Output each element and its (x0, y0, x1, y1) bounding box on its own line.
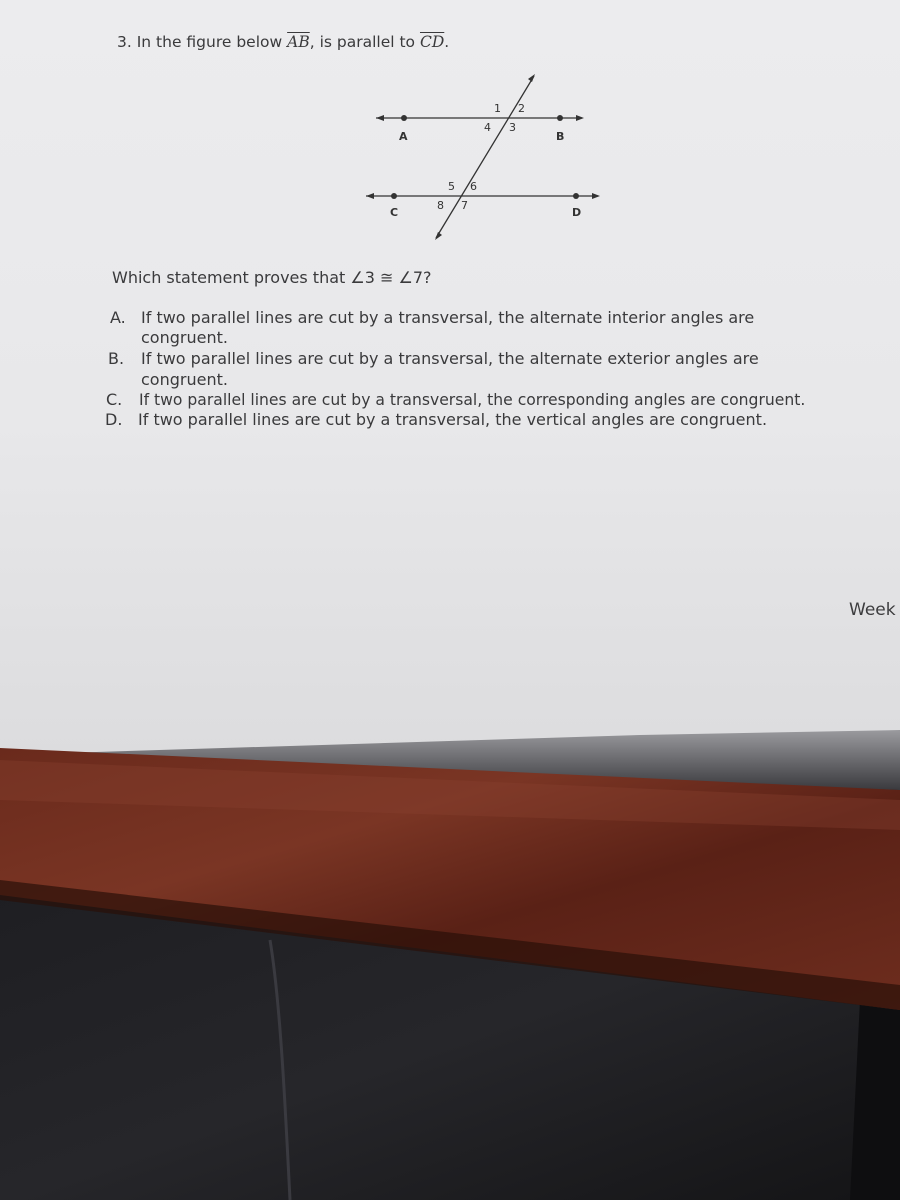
option-b-line2: congruent. (141, 370, 228, 389)
option-c-letter: C. (106, 390, 123, 409)
angle-3: 3 (509, 121, 516, 134)
angle-5: 5 (448, 180, 455, 193)
dark-fabric (0, 880, 900, 1200)
question-intro: In the figure below (136, 33, 283, 51)
arrow-ab-left (376, 115, 384, 121)
label-c: C (390, 206, 399, 219)
angle-4: 4 (484, 121, 491, 134)
arrow-transversal-bottom (435, 232, 442, 240)
point-c (391, 193, 397, 199)
wood-sheen (0, 760, 900, 830)
option-a-line1: If two parallel lines are cut by a transversal, the alternate interior angles are (141, 308, 755, 327)
label-d: D (572, 206, 582, 219)
wood-desktop (0, 748, 900, 1010)
arrow-cd-left (366, 193, 374, 199)
point-d (573, 193, 579, 199)
angle-8: 8 (437, 199, 444, 212)
point-b (557, 115, 563, 121)
arrow-transversal-top (528, 74, 535, 82)
arrow-cd-right (592, 193, 600, 199)
desk-edge-shadow (0, 880, 900, 1010)
question-mid: , is parallel to (309, 33, 416, 51)
fabric-seam (270, 940, 290, 1200)
question-number: 3. (117, 33, 132, 51)
arrow-ab-right (576, 115, 584, 121)
point-a (401, 115, 407, 121)
option-c-line1: If two parallel lines are cut by a transversal, the corresponding angles are congruent. (139, 391, 806, 409)
segment-ab: $\overline{AB}$ (287, 33, 310, 51)
option-a-letter: A. (110, 308, 126, 327)
option-b-letter: B. (108, 349, 125, 368)
question-period: . (444, 33, 450, 51)
edge-text: Week (849, 600, 896, 620)
transversal-line (436, 76, 534, 238)
parallel-lines-figure (360, 70, 620, 250)
option-b-line1: If two parallel lines are cut by a transversal, the alternate exterior angles are (141, 349, 759, 368)
question-header (117, 32, 449, 52)
option-d-line1: If two parallel lines are cut by a transversal, the vertical angles are congruent. (138, 410, 768, 429)
option-a-line2: congruent. (141, 328, 228, 347)
angle-2: 2 (518, 102, 525, 115)
label-b: B (556, 130, 565, 143)
option-d-letter: D. (105, 410, 123, 429)
fabric-shadow (850, 1000, 900, 1200)
segment-cd: $\overline{CD}$ (419, 33, 445, 51)
label-a: A (399, 130, 408, 143)
angle-1: 1 (494, 102, 501, 115)
question-stem: Which statement proves that ∠3 ≅ ∠7? (112, 268, 432, 287)
angle-7: 7 (461, 199, 468, 212)
angle-6: 6 (470, 180, 477, 193)
